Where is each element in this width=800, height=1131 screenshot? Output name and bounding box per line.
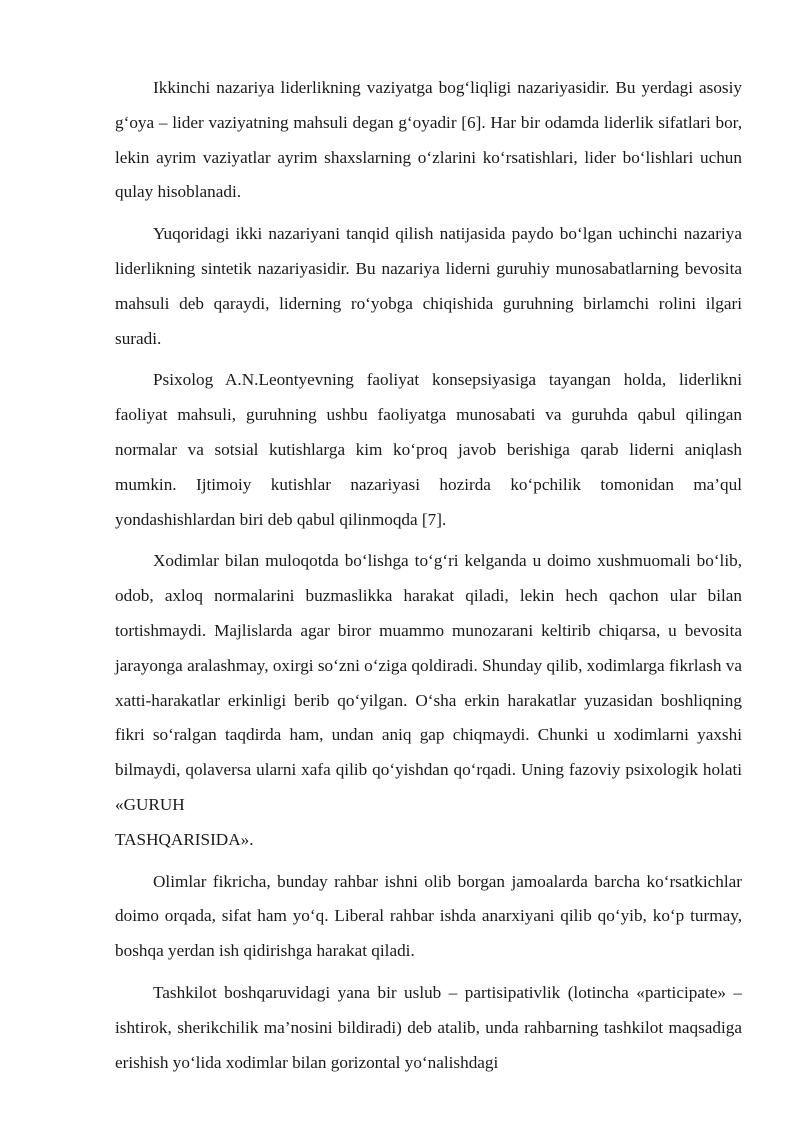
paragraph: Xodimlar bilan muloqotda bo‘lishga to‘g‘ri kelganda u doimo xushmuomali bo‘lib, odob, axloq normalarini buzmaslikka harakat qiladi, lekin hech qachon ular bilan tortishmaydi. Majlislarda agar biror muammo munozarani keltirib chiqarsa, u bevosita jarayonga aralashmay, oxirgi so‘zni o‘ziga qoldiradi. Shunday qilib, xodimlarga fikrlash va xatti-harakatlar erkinligi berib qo‘yilgan. O‘sha erkin harakatlar yuzasidan boshliqning fikri so‘ralgan taqdirda ham, undan aniq gap chiqmaydi. Chunki u xodimlarni yaxshi bilmaydi, qolaversa ularni xafa qilib qo‘yishdan qo‘rqadi. Uning fazoviy psixologik holati «GURUH TASHQARISIDA». bbox=[115, 551, 742, 849]
paragraph: Tashkilot boshqaruvidagi yana bir uslub – partisipativlik (lotincha «participate» – ishtirok, sherikchilik ma’nosini bildiradi) deb atalib, unda rahbarning tashkilot maqsadiga erishish yo‘lida xodimlar bilan gorizontal yo‘nalishdagi bbox=[115, 982, 742, 1072]
paragraph: Olimlar fikricha, bunday rahbar ishni olib borgan jamoalarda barcha ko‘rsatkichlar doimo orqada, sifat ham yo‘q. Liberal rahbar ishda anarxiyani qilib qo‘yib, ko‘p turmay, boshqa yerdan ish qidirishga harakat qiladi. bbox=[115, 871, 742, 961]
paragraph: Yuqoridagi ikki nazariyani tanqid qilish natijasida paydo bo‘lgan uchinchi nazariya liderlikning sintetik nazariyasidir. Bu nazariya liderni guruhiy munosabatlarning bevosita mahsuli deb qaraydi, liderning ro‘yobga chiqishida guruhning birlamchi rolini ilgari suradi. bbox=[115, 224, 742, 348]
paragraph: Ikkinchi nazariya liderlikning vaziyatga bog‘liqligi nazariyasidir. Bu yerdagi asosiy g‘oya – lider vaziyatning mahsuli degan g‘oyadir [6]. Har bir odamda liderlik sifatlari bor, lekin ayrim vaziyatlar ayrim shaxslarning o‘zlarini ko‘rsatishlari, lider bo‘lishlari uchun qulay hisoblanadi. bbox=[115, 78, 742, 202]
document-body bbox=[115, 71, 742, 1080]
paragraph: Psixolog A.N.Leontyevning faoliyat konsepsiyasiga tayangan holda, liderlikni faoliyat mahsuli, guruhning ushbu faoliyatga munosabati va guruhda qabul qilingan normalar va sotsial kutishlarga kim ko‘proq javob berishiga qarab liderni aniqlash mumkin. Ijtimoiy kutishlar nazariyasi hozirda ko‘pchilik tomonidan ma’qul yondashishlardan biri deb qabul qilinmoqda [7]. bbox=[115, 370, 742, 529]
